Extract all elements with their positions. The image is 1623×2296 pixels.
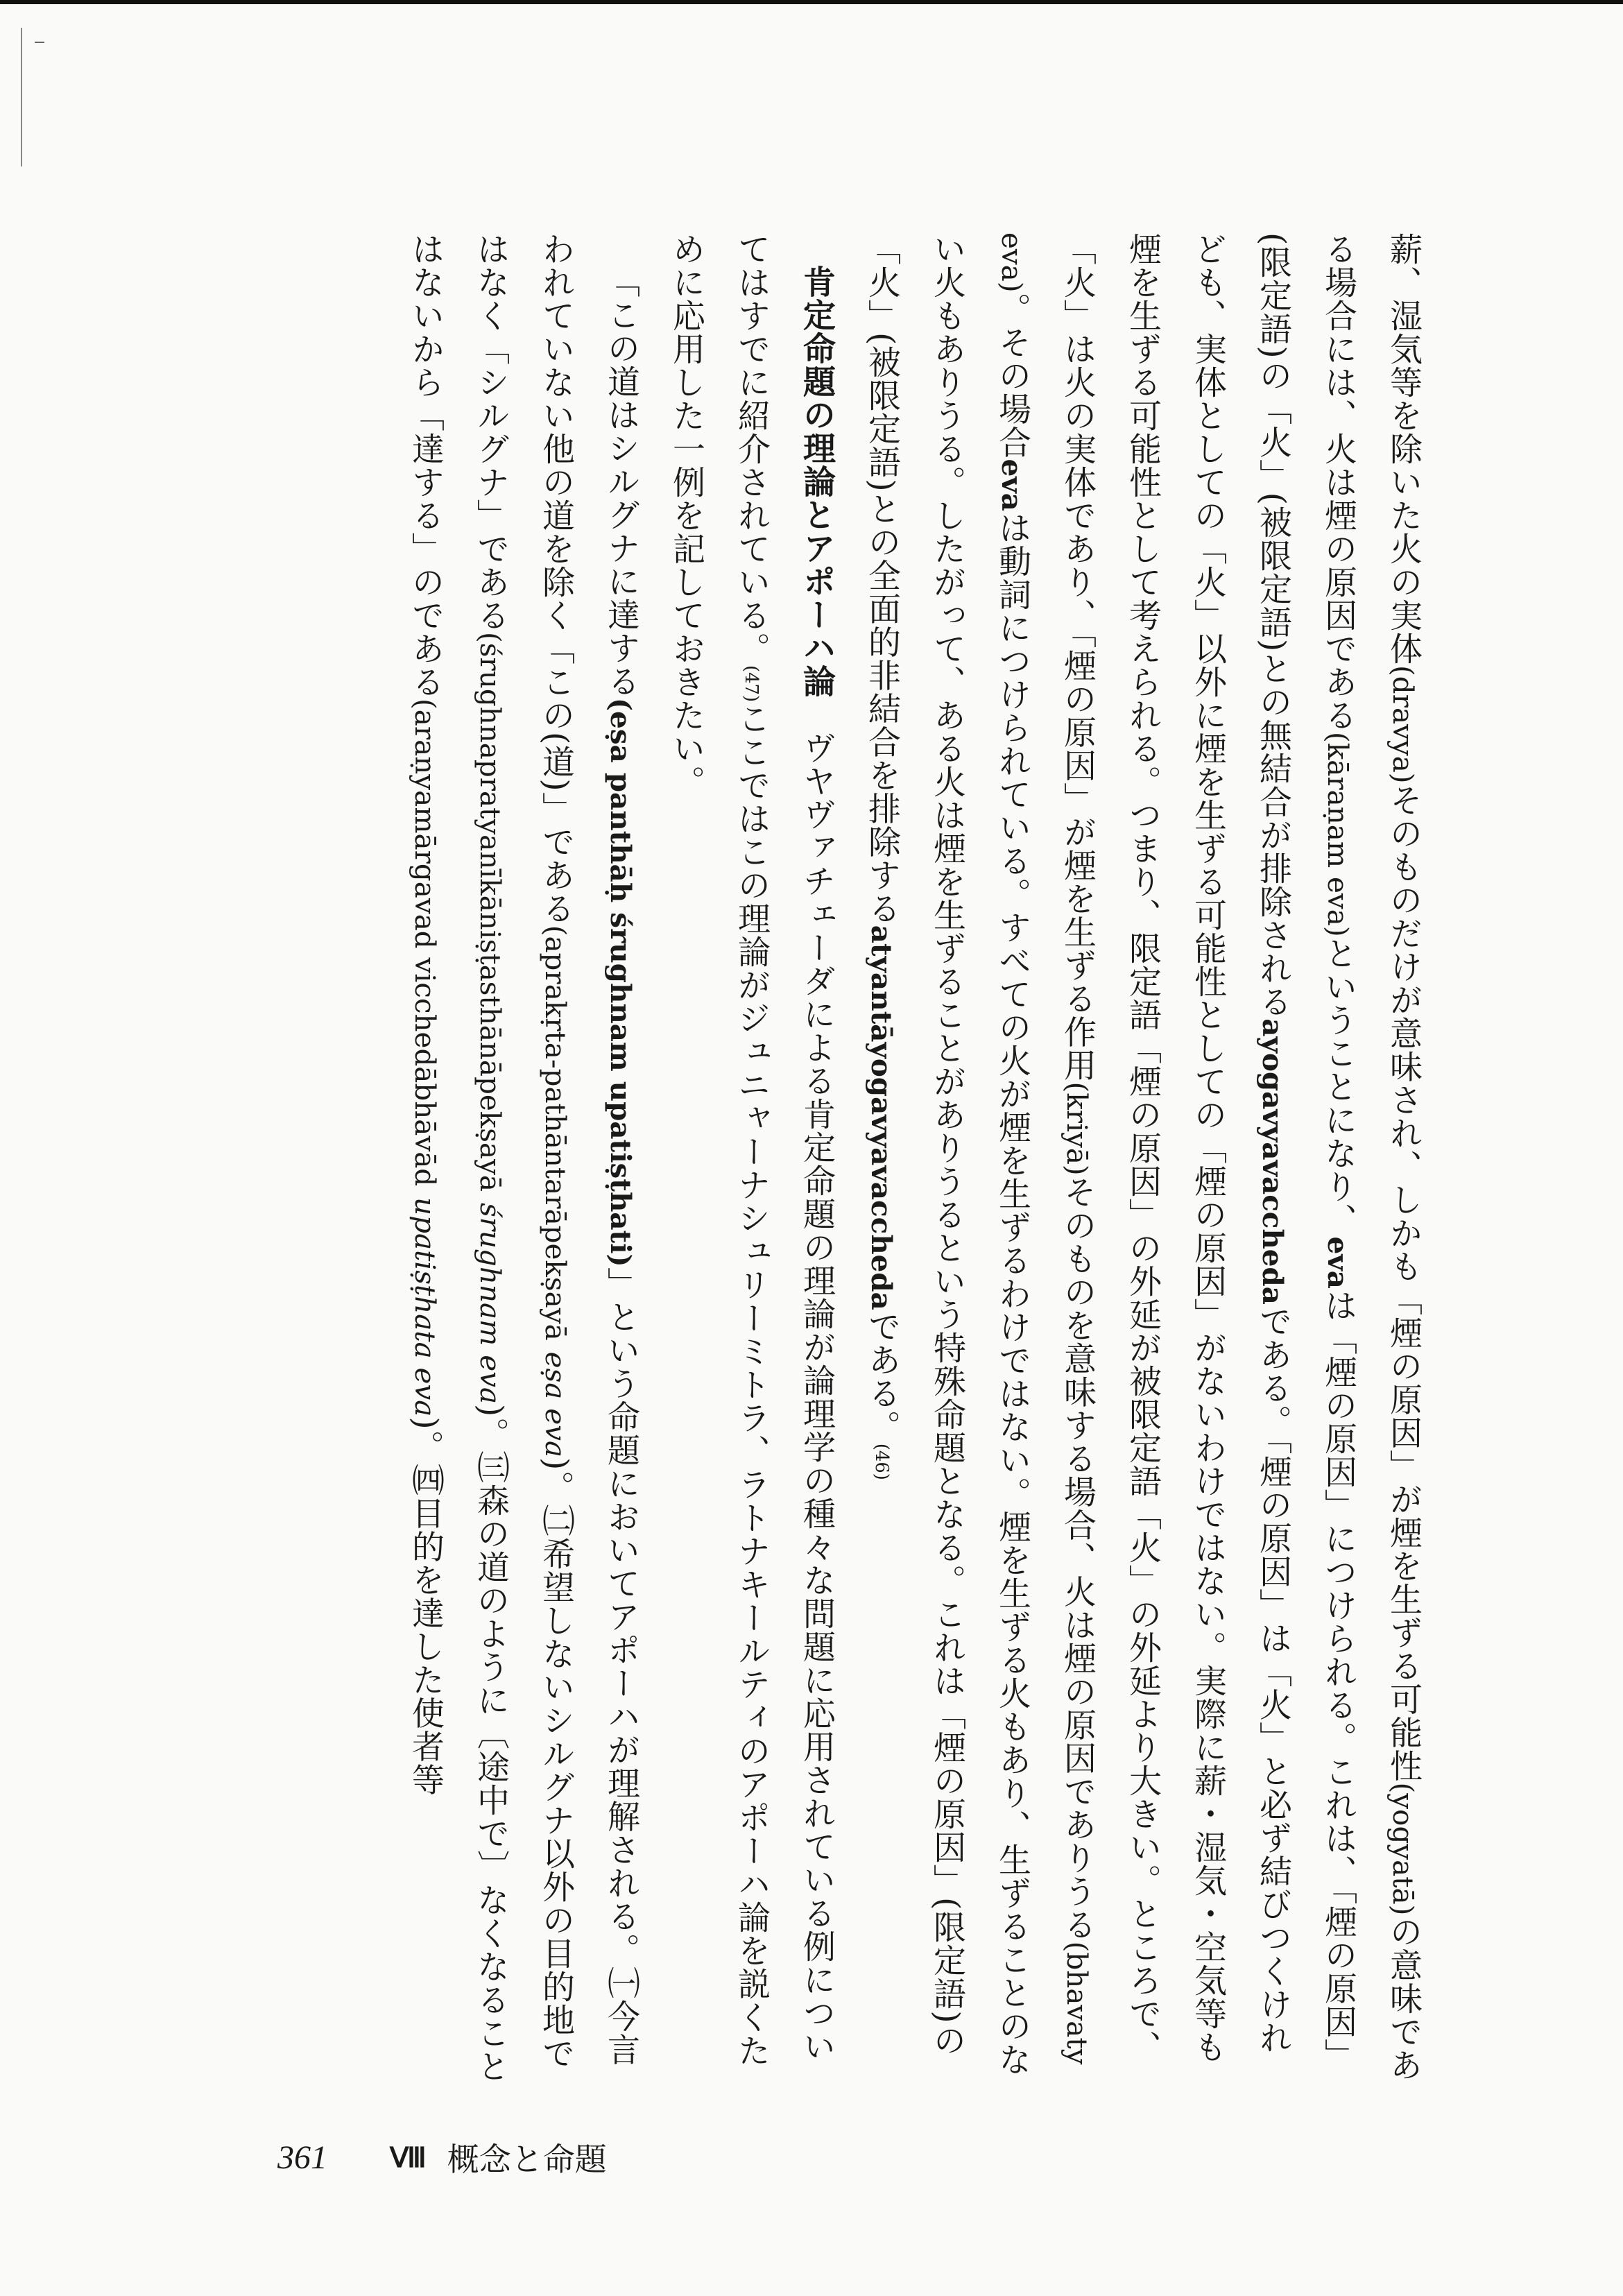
chapter-numeral: Ⅷ <box>390 2141 427 2173</box>
paragraph-3 <box>393 232 653 2084</box>
text-run: )。㈡希望しないシルグナ以外の目的地ではなく「シルグナ」である <box>472 232 575 2071</box>
sanskrit-term: śrughnam eva <box>474 1202 507 1405</box>
text-run: そのものだけが意味され、しかも「煙の原因」が煙を生ずる可能性 <box>1384 783 1423 1783</box>
top-border <box>0 0 1623 4</box>
sanskrit-term: upatiṣṭhata eva <box>409 1197 442 1417</box>
sanskrit-term: eva <box>1321 1236 1355 1289</box>
binding-edge <box>21 28 22 166</box>
paragraph-1 <box>849 232 1436 2084</box>
vertical-body-text <box>257 232 1436 2084</box>
sanskrit-term: (śrughnapratyanīkāniṣṭasthānāpekṣayā <box>474 632 507 1192</box>
page-number: 361 <box>277 2139 327 2176</box>
binding-mark <box>35 42 44 43</box>
text-run: は「煙の原因」につけられる。これは、「煙の原因」(限定語)の「火」(被限定語)との無結合が排除される <box>1254 232 1357 2072</box>
section-paragraph <box>653 232 849 2084</box>
sanskrit-term: (yogyatā) <box>1386 1782 1420 1916</box>
text-run: ヴヤヴァチェーダによる肯定命題の理論が論理学の種々な問題に応用されている例についてはすでに紹介されている。 <box>732 232 836 2063</box>
sanskrit-term: (araṇyamārgavad vicchedābhāvād <box>409 699 442 1187</box>
sanskrit-term: (eṣa panthāḥ śrughnam upatiṣṭhati) <box>604 698 637 1267</box>
text-run: 。その場合 <box>993 292 1031 459</box>
sanskrit-term: (kāraṇam eva) <box>1321 732 1355 937</box>
sanskrit-term: atyantāyogavyavaccheda <box>865 925 898 1310</box>
text-run: ということになり、 <box>1319 936 1357 1237</box>
text-run: そのものを意味する場合、火は煙の原因でありうる <box>1058 1175 1097 1942</box>
page-footer <box>277 2133 607 2182</box>
text-run: 「この道はシルグナに達する <box>602 265 640 698</box>
footnote-marker: (46) <box>871 1443 892 1480</box>
text-run: の意味である場合には、火は煙の原因である <box>1319 232 1423 2082</box>
footnote-marker: (47) <box>741 665 762 703</box>
sanskrit-term: (aprakṛta-pathāntarāpekṣayā <box>539 925 572 1341</box>
text-run: )。㈣目的を達した使者等 <box>406 1416 445 1797</box>
sanskrit-term: ayogavyavaccheda <box>1256 1018 1289 1305</box>
text-run: )。㈢森の道のように〔途中で〕なくなることはないから「達する」のである <box>406 232 510 2084</box>
section-heading: 肯定命題の理論とアポーハ論 <box>798 265 836 698</box>
chapter-title: 概念と命題 <box>447 2141 607 2178</box>
text-run: である。 <box>863 1310 901 1443</box>
sanskrit-term: (dravya) <box>1386 665 1420 784</box>
text-run: 薪、湿気等を除いた火の実体 <box>1384 232 1423 665</box>
sanskrit-term: (bhavaty eva) <box>995 232 1094 2065</box>
text-run: ここではこの理論がジュニャーナシュリーミトラ、ラトナキールティのアポーハ論を説くために応用した一例を記しておきたい。 <box>667 232 771 2068</box>
text-run: 」という命題においてアポーハが理解される。㈠今言われていない他の道を除く「この(道)」である <box>537 232 640 2066</box>
text-run: である。「煙の原因」は「火」と必ず結びつくけれども、実体としての「火」以外に煙を生ずる可能性としての「煙の原因」がないわけではない。実際に薪・湿気・空気等も煙を生ずる可能性として考えられる。つまり、限定語「煙の原因」の外延が被限定語「火」の外延より大きい。ところで、「火」は火の実体であり、「煙の原因」が煙を生ずる作用 <box>1058 232 1292 2064</box>
sanskrit-term: (kriyā) <box>1060 1081 1094 1176</box>
sanskrit-term: eva <box>995 459 1029 511</box>
text-run: は動詞につけられている。すべての火が煙を生ずるわけではない。煙を生ずる火もあり、生ずることのない火もありうる。したがって、ある火は煙を生ずることがありうるという特殊命題となる。これは「煙の原因」(限定語)の「火」(被限定語)との全面的非結合を排除する <box>863 232 1031 2076</box>
sanskrit-term: eṣa eva <box>539 1351 572 1458</box>
